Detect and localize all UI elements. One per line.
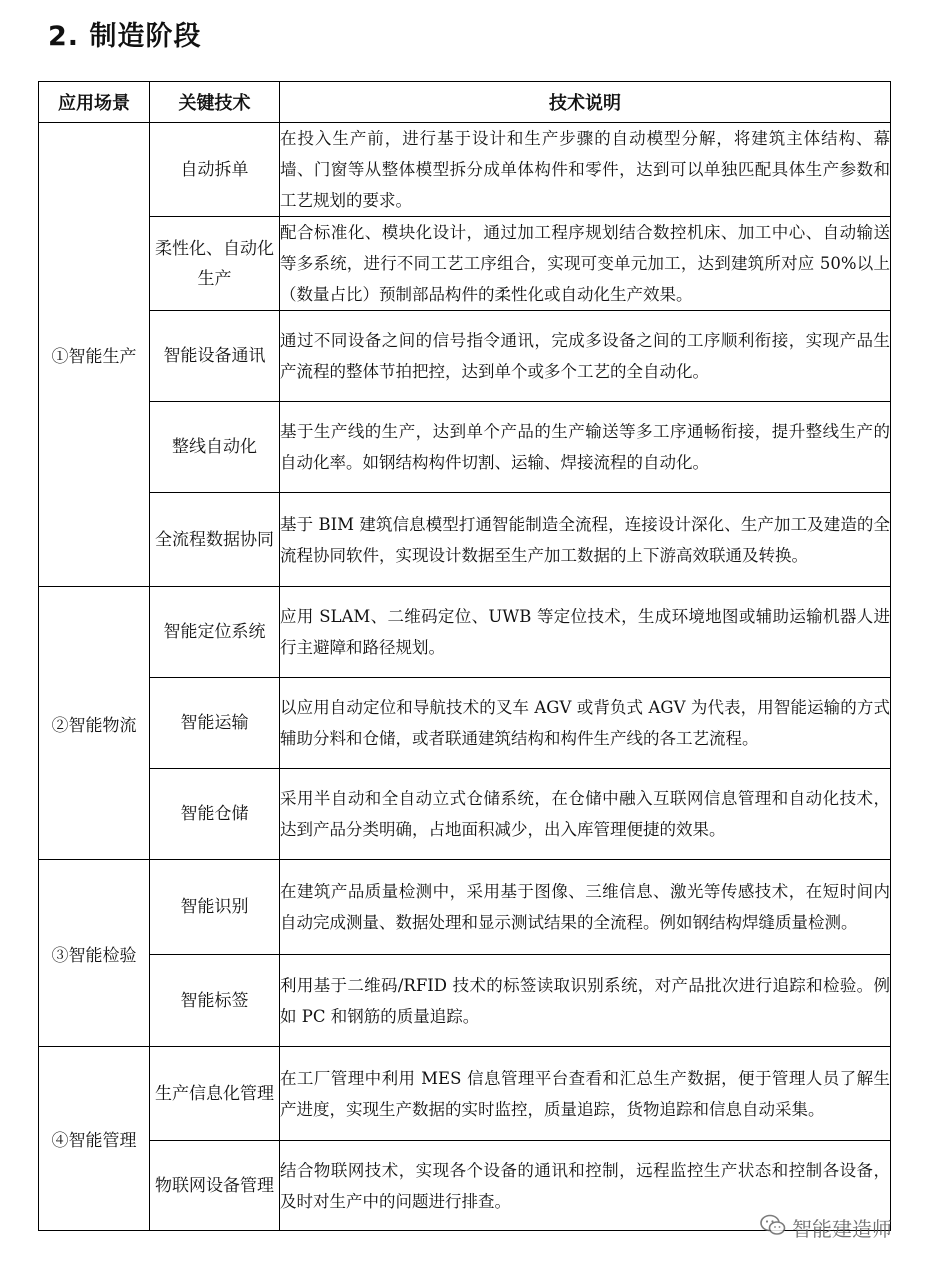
desc-cell: 采用半自动和全自动立式仓储系统，在仓储中融入互联网信息管理和自动化技术，达到产品分类明确，占地面积减少，出入库管理便捷的效果。 (280, 769, 891, 860)
watermark (760, 1213, 892, 1242)
desc-cell: 基于生产线的生产，达到单个产品的生产输送等多工序通畅衔接，提升整线生产的自动化率。如钢结构构件切割、运输、焊接流程的自动化。 (280, 402, 891, 493)
scene-cell: ①智能生产 (39, 123, 150, 587)
scene-cell: ④智能管理 (39, 1047, 150, 1231)
wechat-icon (760, 1214, 786, 1241)
tech-cell: 智能设备通讯 (150, 311, 280, 402)
table-row (39, 678, 891, 769)
desc-cell: 在工厂管理中利用 MES 信息管理平台查看和汇总生产数据，便于管理人员了解生产进度，实现生产数据的实时监控，质量追踪，货物追踪和信息自动采集。 (280, 1047, 891, 1141)
section-heading: 2. 制造阶段 (48, 21, 202, 52)
tech-cell: 生产信息化管理 (150, 1047, 280, 1141)
desc-cell: 以应用自动定位和导航技术的叉车 AGV 或背负式 AGV 为代表，用智能运输的方式辅助分料和仓储，或者联通建筑结构和构件生产线的各工艺流程。 (280, 678, 891, 769)
desc-cell: 通过不同设备之间的信号指令通讯，完成多设备之间的工序顺利衔接，实现产品生产流程的整体节拍把控，达到单个或多个工艺的全自动化。 (280, 311, 891, 402)
desc-cell: 在投入生产前，进行基于设计和生产步骤的自动模型分解，将建筑主体结构、幕墙、门窗等从整体模型拆分成单体构件和零件，达到可以单独匹配具体生产参数和工艺规划的要求。 (280, 123, 891, 217)
tech-cell: 自动拆单 (150, 123, 280, 217)
table-row (39, 1047, 891, 1141)
desc-cell: 基于 BIM 建筑信息模型打通智能制造全流程，连接设计深化、生产加工及建造的全流程协同软件，实现设计数据至生产加工数据的上下游高效联通及转换。 (280, 493, 891, 587)
desc-cell: 结合物联网技术，实现各个设备的通讯和控制，远程监控生产状态和控制各设备，及时对生产中的问题进行排查。 (280, 1141, 891, 1231)
tech-cell: 整线自动化 (150, 402, 280, 493)
table-header-row (39, 82, 891, 123)
table-row (39, 860, 891, 955)
desc-cell: 在建筑产品质量检测中，采用基于图像、三维信息、激光等传感技术，在短时间内自动完成测量、数据处理和显示测试结果的全流程。例如钢结构焊缝质量检测。 (280, 860, 891, 955)
table-row (39, 769, 891, 860)
table-row (39, 955, 891, 1047)
table-row (39, 217, 891, 311)
header-scene: 应用场景 (39, 82, 150, 123)
tech-cell: 智能定位系统 (150, 587, 280, 678)
tech-cell: 柔性化、自动化生产 (150, 217, 280, 311)
table-row (39, 402, 891, 493)
desc-cell: 配合标准化、模块化设计，通过加工程序规划结合数控机床、加工中心、自动输送等多系统，进行不同工艺工序组合，实现可变单元加工，达到建筑所对应 50%以上（数量占比）预制部品构件的柔性化或自动化生产效果。 (280, 217, 891, 311)
table-row (39, 587, 891, 678)
scene-cell: ③智能检验 (39, 860, 150, 1047)
desc-cell: 应用 SLAM、二维码定位、UWB 等定位技术，生成环境地图或辅助运输机器人进行主避障和路径规划。 (280, 587, 891, 678)
header-desc: 技术说明 (280, 82, 891, 123)
tech-cell: 智能仓储 (150, 769, 280, 860)
table-row (39, 123, 891, 217)
tech-cell: 物联网设备管理 (150, 1141, 280, 1231)
table-row (39, 311, 891, 402)
table-row (39, 493, 891, 587)
desc-cell: 利用基于二维码/RFID 技术的标签读取识别系统，对产品批次进行追踪和检验。例如 PC 和钢筋的质量追踪。 (280, 955, 891, 1047)
tech-cell: 智能标签 (150, 955, 280, 1047)
manufacturing-table (38, 81, 891, 1231)
scene-cell: ②智能物流 (39, 587, 150, 860)
tech-cell: 全流程数据协同 (150, 493, 280, 587)
watermark-text: 智能建造师 (792, 1217, 892, 1241)
tech-cell: 智能识别 (150, 860, 280, 955)
header-tech: 关键技术 (150, 82, 280, 123)
tech-cell: 智能运输 (150, 678, 280, 769)
